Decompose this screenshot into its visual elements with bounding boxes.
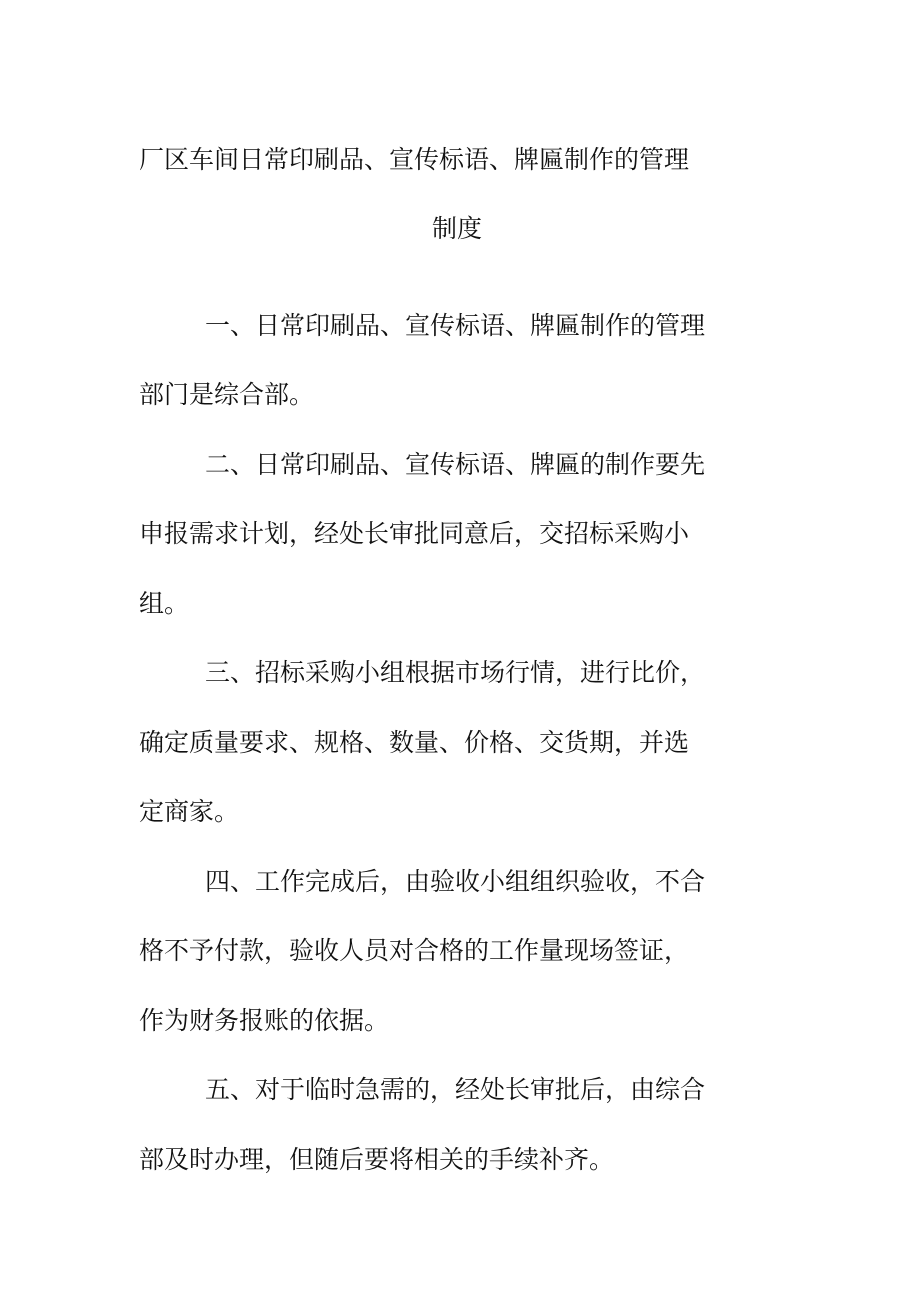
paragraph-2-line-1: 二、日常印刷品、宣传标语、牌匾的制作要先: [205, 450, 706, 479]
paragraph-3-line-3: 定商家。: [139, 797, 240, 826]
paragraph-2-line-3: 组。: [139, 589, 190, 618]
paragraph-1-line-2: 部门是综合部。: [139, 380, 315, 409]
paragraph-1-line-1: 一、日常印刷品、宣传标语、牌匾制作的管理: [205, 311, 706, 340]
paragraph-3-line-2: 确定质量要求、规格、数量、价格、交货期，并选: [139, 728, 690, 757]
paragraph-3-line-1: 三、招标采购小组根据市场行情，进行比价，: [205, 658, 706, 687]
paragraph-5-line-1: 五、对于临时急需的，经处长审批后，由综合: [205, 1075, 706, 1104]
paragraph-4-line-3: 作为财务报账的依据。: [139, 1006, 390, 1035]
paragraph-5-line-2: 部及时办理，但随后要将相关的手续补齐。: [139, 1145, 615, 1174]
document-title-line-2: 制度: [432, 214, 483, 243]
paragraph-4-line-1: 四、工作完成后，由验收小组组织验收，不合: [205, 867, 706, 896]
document-title-line-1: 厂区车间日常印刷品、宣传标语、牌匾制作的管理: [139, 145, 690, 174]
paragraph-4-line-2: 格不予付款，验收人员对合格的工作量现场签证，: [139, 936, 690, 965]
paragraph-2-line-2: 申报需求计划，经处长审批同意后，交招标采购小: [139, 519, 690, 548]
